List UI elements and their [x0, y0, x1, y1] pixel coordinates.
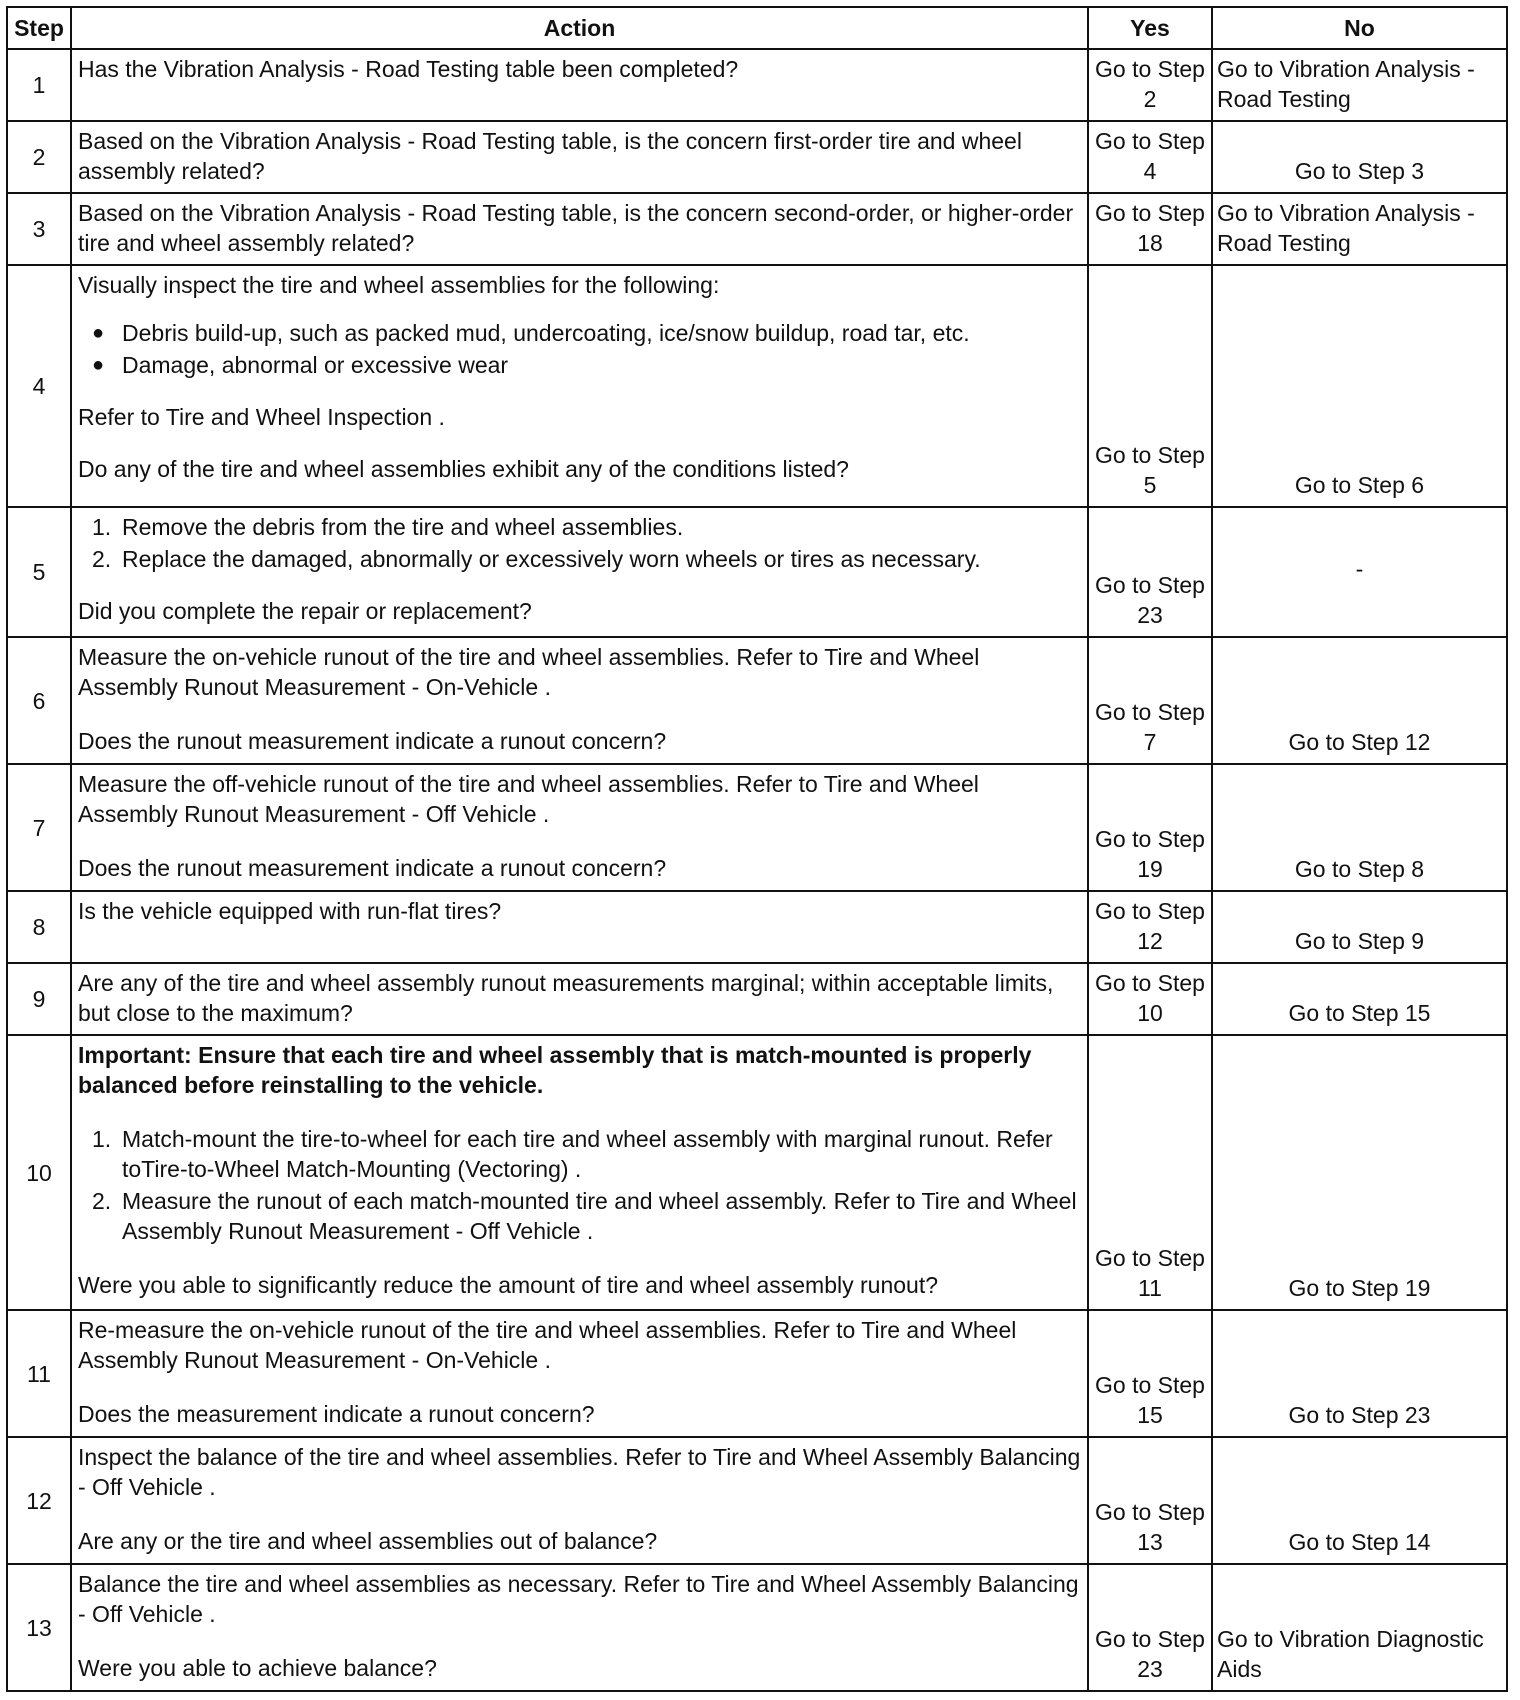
no-link[interactable]: Go to Step 9 [1212, 891, 1507, 963]
action-question: Does the measurement indicate a runout concern? [78, 1401, 595, 1427]
no-link[interactable]: Go to Step 23 [1212, 1310, 1507, 1437]
table-row [7, 193, 1507, 265]
action-intro: Measure the on-vehicle runout of the tire and wheel assemblies. Refer to Tire and Wheel Assembly Runout Measurement - On-Vehicle . [78, 644, 980, 700]
no-link[interactable]: Go to Step 8 [1212, 764, 1507, 891]
action-intro: Measure the off-vehicle runout of the tire and wheel assemblies. Refer to Tire and Wheel Assembly Runout Measurement - Off Vehicle . [78, 771, 979, 827]
action-question: Did you complete the repair or replacement? [78, 598, 532, 624]
step-number: 13 [7, 1564, 71, 1691]
action-text [71, 764, 1088, 891]
action-text [71, 193, 1088, 265]
action-text [71, 1310, 1088, 1437]
action-text [71, 963, 1088, 1035]
header-yes: Yes [1088, 7, 1212, 49]
no-link[interactable]: Go to Step 6 [1212, 265, 1507, 507]
yes-link[interactable]: Go to Step 10 [1088, 963, 1212, 1035]
step-number: 4 [7, 265, 71, 507]
refer-link[interactable]: Refer to Tire and Wheel Inspection . [78, 404, 445, 430]
yes-link[interactable]: Go to Step 23 [1088, 1564, 1212, 1691]
table-row [7, 764, 1507, 891]
action-question: Does the runout measurement indicate a runout concern? [78, 855, 667, 881]
yes-link[interactable]: Go to Step 12 [1088, 891, 1212, 963]
action-question: Were you able to achieve balance? [78, 1655, 437, 1681]
table-row [7, 637, 1507, 764]
action-question: Were you able to significantly reduce the amount of tire and wheel assembly runout? [78, 1272, 939, 1298]
step-number: 12 [7, 1437, 71, 1564]
list-item: 1. Remove the debris from the tire and wheel assemblies. [92, 514, 684, 540]
action-text [71, 507, 1088, 637]
step-number: 1 [7, 49, 71, 121]
action-question: Based on the Vibration Analysis - Road Testing table, is the concern second-order, or higher-order tire and wheel assembly related? [78, 200, 1074, 256]
action-question: Is the vehicle equipped with run-flat tires? [78, 898, 502, 924]
diagnostic-table [6, 6, 1508, 1692]
action-question: Are any or the tire and wheel assemblies out of balance? [78, 1528, 658, 1554]
header-no: No [1212, 7, 1507, 49]
list-item: ● Damage, abnormal or excessive wear [122, 350, 1081, 380]
table-row [7, 121, 1507, 193]
yes-link[interactable]: Go to Step 7 [1088, 637, 1212, 764]
action-text [71, 1437, 1088, 1564]
table-row [7, 265, 1507, 507]
step-number: 6 [7, 637, 71, 764]
yes-link[interactable]: Go to Step 5 [1088, 265, 1212, 507]
yes-link[interactable]: Go to Step 18 [1088, 193, 1212, 265]
table-row [7, 1437, 1507, 1564]
step-number: 5 [7, 507, 71, 637]
action-question: Based on the Vibration Analysis - Road Testing table, is the concern first-order tire and wheel assembly related? [78, 128, 1022, 184]
yes-link[interactable]: Go to Step 13 [1088, 1437, 1212, 1564]
list-item: 1. Match-mount the tire-to-wheel for each tire and wheel assembly with marginal runout. Refer toTire-to-Wheel Match-Mounting (Vectoring) . [92, 1126, 1053, 1182]
step-number: 3 [7, 193, 71, 265]
action-intro: Balance the tire and wheel assemblies as necessary. Refer to Tire and Wheel Assembly Balancing - Off Vehicle . [78, 1571, 1079, 1627]
action-intro: Inspect the balance of the tire and wheel assemblies. Refer to Tire and Wheel Assembly Balancing - Off Vehicle . [78, 1444, 1081, 1500]
table-row [7, 507, 1507, 637]
step-number: 9 [7, 963, 71, 1035]
important-note: Important: Ensure that each tire and wheel assembly that is match-mounted is properly balanced before reinstalling to the vehicle. [78, 1042, 1032, 1098]
action-text [71, 49, 1088, 121]
yes-link[interactable]: Go to Step 15 [1088, 1310, 1212, 1437]
table-row [7, 891, 1507, 963]
header-step: Step [7, 7, 71, 49]
action-question: Does the runout measurement indicate a runout concern? [78, 728, 667, 754]
yes-link[interactable]: Go to Step 2 [1088, 49, 1212, 121]
no-link[interactable]: Go to Step 12 [1212, 637, 1507, 764]
action-question: Do any of the tire and wheel assemblies exhibit any of the conditions listed? [78, 456, 849, 482]
no-link[interactable]: Go to Vibration Analysis - Road Testing [1212, 193, 1507, 265]
action-text [71, 637, 1088, 764]
yes-link[interactable]: Go to Step 11 [1088, 1035, 1212, 1310]
step-number: 10 [7, 1035, 71, 1310]
action-text [71, 265, 1088, 507]
yes-link[interactable]: Go to Step 4 [1088, 121, 1212, 193]
no-link[interactable]: Go to Vibration Diagnostic Aids [1212, 1564, 1507, 1691]
procedure-list [78, 512, 1081, 574]
action-intro: Re-measure the on-vehicle runout of the tire and wheel assemblies. Refer to Tire and Wheel Assembly Runout Measurement - On-Vehicle . [78, 1317, 1017, 1373]
table-row [7, 49, 1507, 121]
action-text [71, 121, 1088, 193]
no-link[interactable]: Go to Step 19 [1212, 1035, 1507, 1310]
no-link[interactable]: Go to Vibration Analysis - Road Testing [1212, 49, 1507, 121]
list-item: 2. Replace the damaged, abnormally or excessively worn wheels or tires as necessary. [92, 546, 981, 572]
table-row [7, 1035, 1507, 1310]
no-link[interactable]: Go to Step 3 [1212, 121, 1507, 193]
header-row [7, 7, 1507, 49]
action-question: Are any of the tire and wheel assembly runout measurements marginal; within acceptable limits, but close to the maximum? [78, 970, 1054, 1026]
no-link[interactable]: Go to Step 15 [1212, 963, 1507, 1035]
list-item: 2. Measure the runout of each match-mounted tire and wheel assembly. Refer to Tire and Wheel Assembly Runout Measurement - Off Vehicle . [92, 1188, 1077, 1244]
step-number: 7 [7, 764, 71, 891]
step-number: 8 [7, 891, 71, 963]
action-text [71, 1564, 1088, 1691]
action-text [71, 891, 1088, 963]
yes-link[interactable]: Go to Step 23 [1088, 507, 1212, 637]
action-text [71, 1035, 1088, 1310]
action-intro: Visually inspect the tire and wheel assemblies for the following: [78, 272, 720, 298]
step-number: 2 [7, 121, 71, 193]
table-row [7, 963, 1507, 1035]
condition-list [78, 318, 1081, 380]
action-question: Has the Vibration Analysis - Road Testing table been completed? [78, 56, 739, 82]
table-row [7, 1564, 1507, 1691]
header-action: Action [71, 7, 1088, 49]
yes-link[interactable]: Go to Step 19 [1088, 764, 1212, 891]
procedure-list [78, 1124, 1081, 1246]
table-row [7, 1310, 1507, 1437]
no-link[interactable]: Go to Step 14 [1212, 1437, 1507, 1564]
no-link: - [1212, 507, 1507, 637]
step-number: 11 [7, 1310, 71, 1437]
list-item: ● Debris build-up, such as packed mud, undercoating, ice/snow buildup, road tar, etc. [122, 318, 1081, 348]
